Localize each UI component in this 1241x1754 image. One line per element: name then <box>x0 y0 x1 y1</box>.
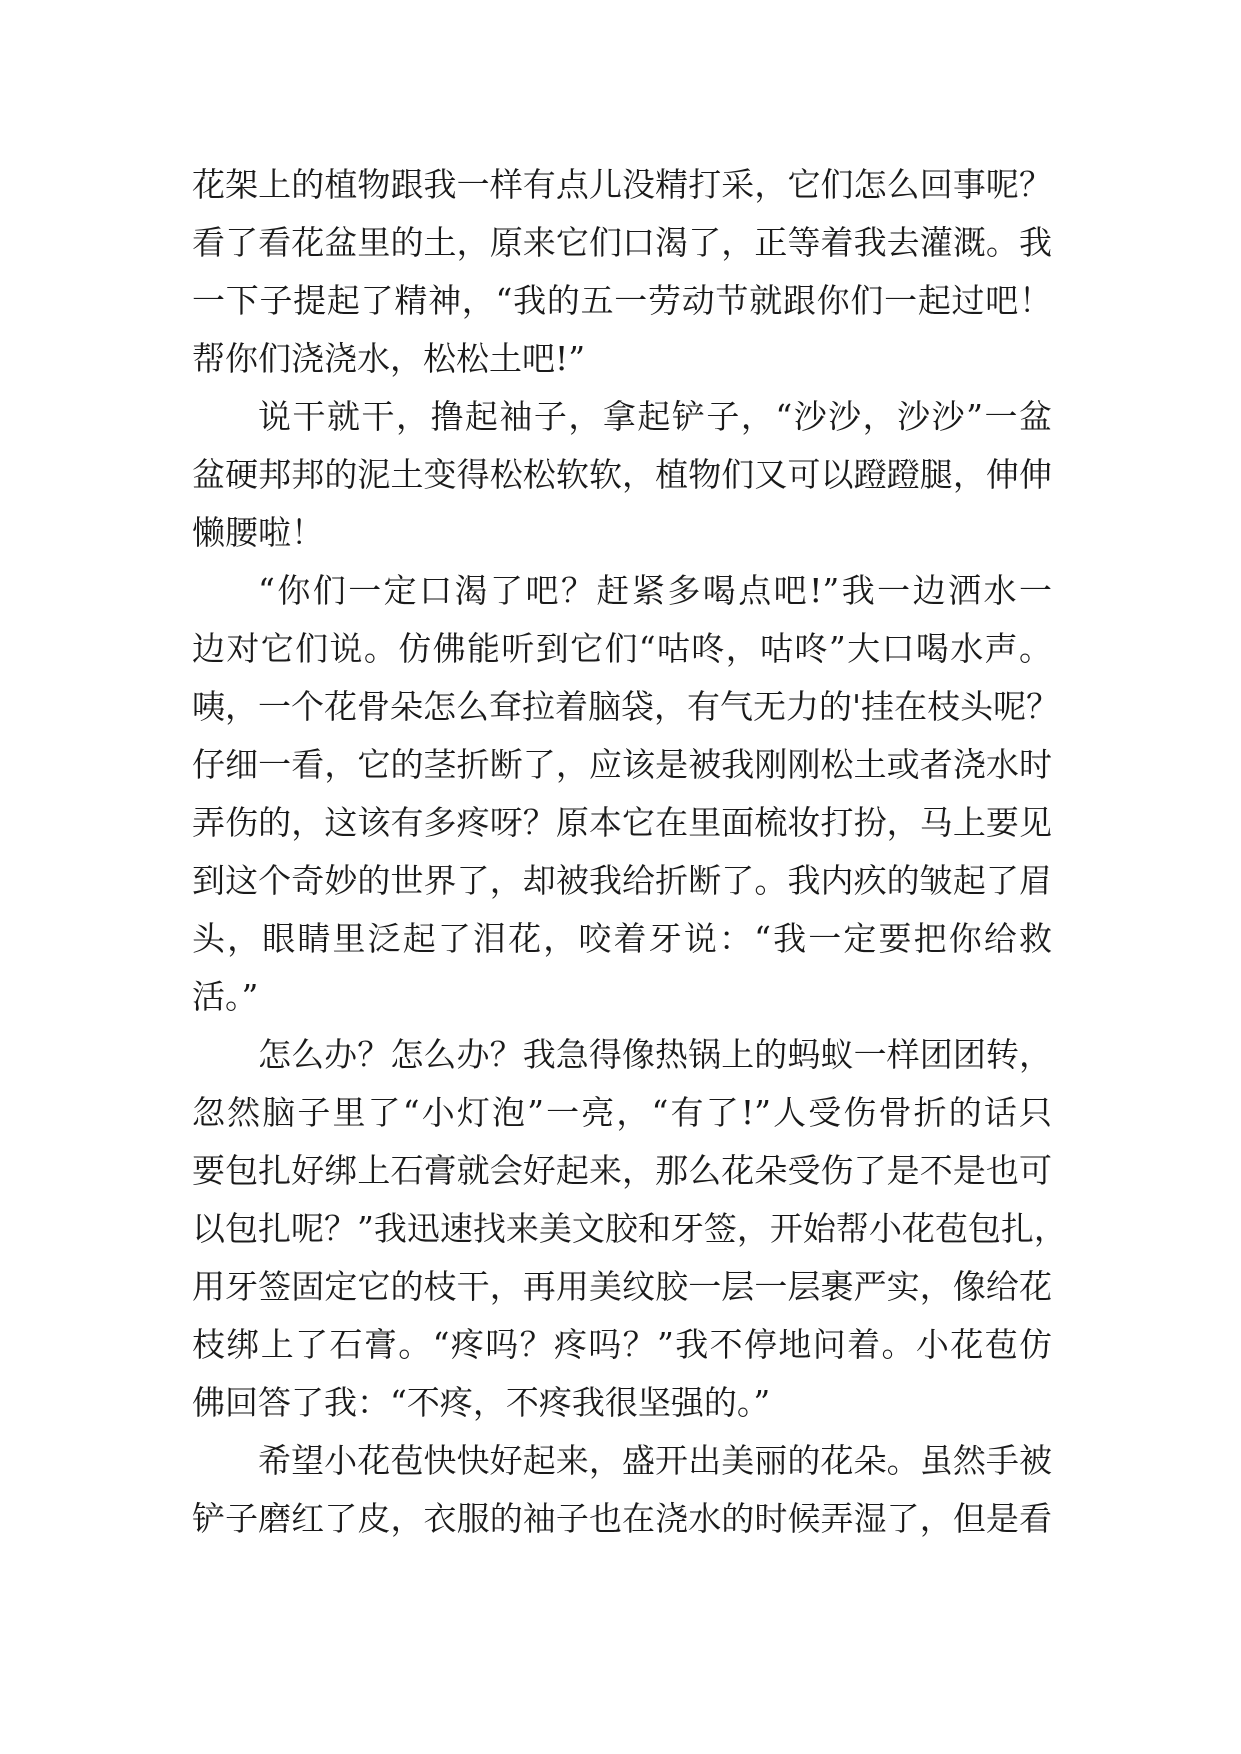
text-line: 盆硬邦邦的泥土变得松松软软，植物们又可以蹬蹬腿，伸伸 <box>192 455 1052 494</box>
text-line: 花架上的植物跟我一样有点儿没精打采，它们怎么回事呢？ <box>192 165 1052 204</box>
paragraph-2 <box>192 388 1052 562</box>
text-line: 懒腰啦！ <box>192 513 324 552</box>
paragraph-1 <box>192 156 1052 388</box>
text-line: 看了看花盆里的土，原来它们口渴了，正等着我去灌溉。我 <box>192 223 1052 262</box>
text-line: 忽然脑子里了“小灯泡”一亮，“有了!”人受伤骨折的话只 <box>192 1093 1052 1132</box>
text-line: 头，眼睛里泛起了泪花，咬着牙说：“我一定要把你给救 <box>192 919 1052 958</box>
text-line: 怎么办？怎么办？我急得像热锅上的蚂蚁一样团团转， <box>258 1035 1052 1074</box>
paragraph-4 <box>192 1026 1067 1432</box>
text-line: 佛回答了我：“不疼，不疼我很坚强的。” <box>192 1383 771 1422</box>
paragraph-3 <box>192 562 1060 1026</box>
text-line: 用牙签固定它的枝干，再用美纹胶一层一层裹严实，像给花 <box>192 1267 1052 1306</box>
paragraph-5 <box>192 1432 1052 1548</box>
text-line: 边对它们说。仿佛能听到它们“咕咚，咕咚”大口喝水声。 <box>192 629 1052 668</box>
text-line: 枝绑上了石膏。“疼吗？疼吗？”我不停地问着。小花苞仿 <box>192 1325 1052 1364</box>
document-body <box>192 156 1067 1548</box>
text-line: 一下子提起了精神，“我的五一劳动节就跟你们一起过吧！ <box>192 281 1052 320</box>
text-line: 仔细一看，它的茎折断了，应该是被我刚刚松土或者浇水时 <box>192 745 1052 784</box>
text-line: 到这个奇妙的世界了，却被我给折断了。我内疚的皱起了眉 <box>192 861 1052 900</box>
text-line: 帮你们浇浇水，松松土吧!” <box>192 339 586 378</box>
text-line: 咦，一个花骨朵怎么耷拉着脑袋，有气无力的'挂在枝头呢？ <box>192 687 1060 726</box>
text-line: 要包扎好绑上石膏就会好起来，那么花朵受伤了是不是也可 <box>192 1151 1052 1190</box>
text-line: 希望小花苞快快好起来，盛开出美丽的花朵。虽然手被 <box>258 1441 1052 1480</box>
text-line: “你们一定口渴了吧？赶紧多喝点吧!”我一边洒水一 <box>258 571 1052 610</box>
text-line: 弄伤的，这该有多疼呀？原本它在里面梳妆打扮，马上要见 <box>192 803 1052 842</box>
text-line: 说干就干，撸起袖子，拿起铲子，“沙沙，沙沙”一盆 <box>258 397 1052 436</box>
text-line: 铲子磨红了皮，衣服的袖子也在浇水的时候弄湿了，但是看 <box>192 1499 1052 1538</box>
text-line: 活。” <box>192 977 259 1016</box>
text-line: 以包扎呢？”我迅速找来美文胶和牙签，开始帮小花苞包扎， <box>192 1209 1067 1248</box>
